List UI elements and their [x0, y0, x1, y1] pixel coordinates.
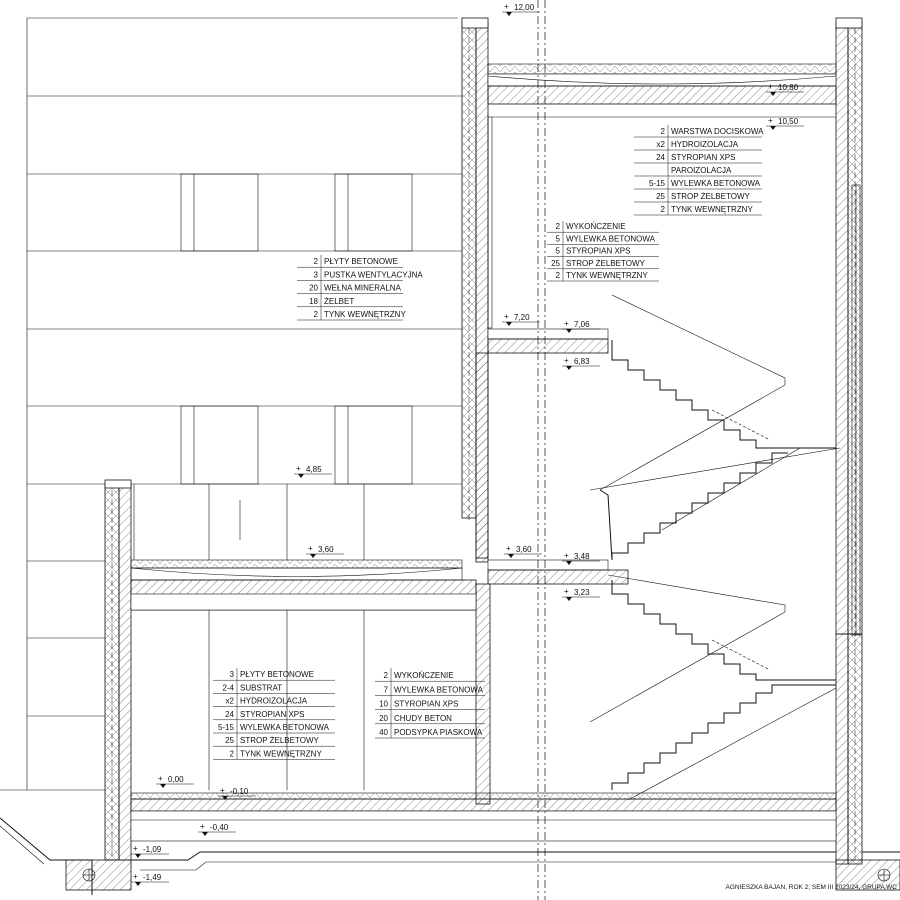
layer-thickness: 18 [309, 296, 318, 306]
layer-thickness: 25 [225, 736, 234, 746]
svg-text:+: + [768, 116, 773, 125]
layer-name: WYLEWKA BETONOWA [240, 723, 329, 732]
level-label: 3,60 [318, 545, 334, 554]
level-label: 12,00 [514, 3, 535, 12]
layer-thickness: 2 [313, 257, 318, 267]
layer-name: TYNK WEWNĘTRZNY [671, 205, 753, 214]
layer-name: WEŁNA MINERALNA [324, 283, 401, 293]
layer-thickness: 5 [555, 234, 560, 244]
level-marker [156, 774, 194, 788]
layer-thickness: 3 [229, 670, 234, 680]
layer-thickness: 2 [313, 310, 318, 319]
level-marker [294, 464, 332, 478]
layer-name: PODSYPKA PIASKOWA [394, 728, 483, 737]
layer-name: WYLEWKA BETONOWA [566, 234, 655, 244]
layer-name: PAROIZOLACJA [671, 166, 732, 175]
layer-name: STROP ŻELBETOWY [671, 192, 750, 201]
layer-thickness: 2 [660, 205, 665, 214]
svg-text:+: + [504, 2, 509, 11]
level-label: 3,23 [574, 588, 590, 597]
layer-name: WYKOŃCZENIE [566, 222, 626, 232]
layer-table-floor-mid [547, 221, 659, 281]
credit-text: AGNIESZKA BAJAN, ROK 2, SEM III 2023/24, GRUPA WC [725, 884, 897, 891]
layer-name: TYNK WEWNĘTRZNY [324, 310, 406, 319]
layer-thickness: 24 [656, 153, 665, 162]
level-label: 6,83 [574, 357, 590, 366]
svg-text:+: + [296, 464, 301, 473]
layer-name: STYROPIAN XPS [240, 709, 305, 719]
level-marker [131, 844, 169, 858]
layer-name: WYLEWKA BETONOWA [394, 685, 483, 695]
layer-name: TYNK WEWNĘTRZNY [566, 271, 648, 280]
level-label: 7,06 [574, 320, 590, 329]
layer-thickness: 5-15 [217, 723, 234, 732]
layer-table-wall [297, 255, 423, 320]
layer-name: PŁYTY BETONOWE [324, 257, 398, 267]
layer-name: HYDROIZOLACJA [671, 140, 739, 149]
layer-name: TYNK WEWNĘTRZNY [240, 749, 322, 759]
level-label: 3,60 [516, 545, 532, 554]
layer-thickness: 2 [229, 749, 234, 759]
level-marker [502, 312, 540, 326]
layer-table-roof-top [634, 125, 764, 215]
layer-name: STROP ŻELBETOWY [240, 736, 319, 746]
svg-text:+: + [133, 872, 138, 881]
level-label: 7,20 [514, 313, 530, 322]
layer-table-roof-low [213, 668, 335, 759]
level-marker [562, 356, 600, 370]
layer-name: CHUDY BETON [394, 713, 452, 723]
level-label: 10,50 [778, 117, 799, 126]
layer-thickness: 2 [660, 127, 665, 136]
layer-name: WARSTWA DOCISKOWA [671, 127, 764, 136]
layer-thickness: 5-15 [648, 179, 665, 188]
layer-thickness: 24 [225, 709, 234, 719]
layer-thickness: 25 [656, 192, 665, 201]
layer-thickness: 2-4 [222, 683, 234, 693]
layer-name: SUBSTRAT [240, 683, 283, 693]
level-label: 3,48 [574, 552, 590, 561]
level-marker [306, 544, 344, 558]
layer-thickness: 40 [379, 728, 388, 737]
svg-text:+: + [504, 312, 509, 321]
layer-name: STROP ŻELBETOWY [566, 258, 645, 268]
level-marker [766, 116, 804, 130]
layer-table-ground-floor [375, 668, 485, 738]
layer-name: WYLEWKA BETONOWA [671, 179, 760, 188]
layer-thickness: 10 [379, 699, 388, 709]
level-label: -0,40 [210, 823, 229, 832]
level-marker [562, 587, 600, 601]
level-label: 0,00 [168, 775, 184, 784]
staircase [590, 295, 840, 800]
level-label: -1,49 [143, 873, 162, 882]
svg-text:+: + [564, 587, 569, 596]
layer-name: PUSTKA WENTYLACYJNA [324, 270, 423, 280]
level-label: 10,80 [778, 83, 799, 92]
svg-text:+: + [506, 544, 511, 553]
layer-thickness: 25 [551, 258, 560, 268]
svg-text:+: + [220, 786, 225, 795]
layer-thickness: 3 [313, 270, 318, 280]
level-label: -1,09 [143, 845, 162, 854]
layer-name: PŁYTY BETONOWE [240, 670, 314, 680]
layer-thickness: 20 [379, 713, 388, 723]
svg-text:+: + [564, 551, 569, 560]
level-marker [502, 2, 540, 16]
layer-name: STYROPIAN XPS [671, 153, 736, 162]
layer-name: STYROPIAN XPS [394, 699, 459, 709]
svg-text:+: + [158, 774, 163, 783]
svg-text:+: + [768, 82, 773, 91]
layer-thickness: 7 [383, 685, 388, 695]
layer-thickness: 2 [555, 271, 560, 280]
layer-thickness: 2 [555, 222, 560, 232]
level-marker [131, 872, 169, 886]
svg-text:+: + [133, 844, 138, 853]
svg-text:+: + [564, 356, 569, 365]
layer-thickness: 20 [309, 283, 318, 293]
layer-name: HYDROIZOLACJA [240, 696, 308, 706]
layer-name: STYROPIAN XPS [566, 246, 631, 256]
svg-text:+: + [200, 822, 205, 831]
level-label: -0,10 [230, 787, 249, 796]
layer-thickness: 5 [555, 246, 560, 256]
layer-thickness: x2 [656, 140, 665, 149]
layer-name: ŻELBET [324, 296, 355, 306]
level-marker [504, 544, 542, 558]
layer-name: WYKOŃCZENIE [394, 671, 454, 681]
svg-text:+: + [308, 544, 313, 553]
svg-text:+: + [564, 319, 569, 328]
level-label: 4,85 [306, 465, 322, 474]
layer-thickness: x2 [225, 696, 234, 706]
layer-thickness: 2 [383, 671, 388, 681]
